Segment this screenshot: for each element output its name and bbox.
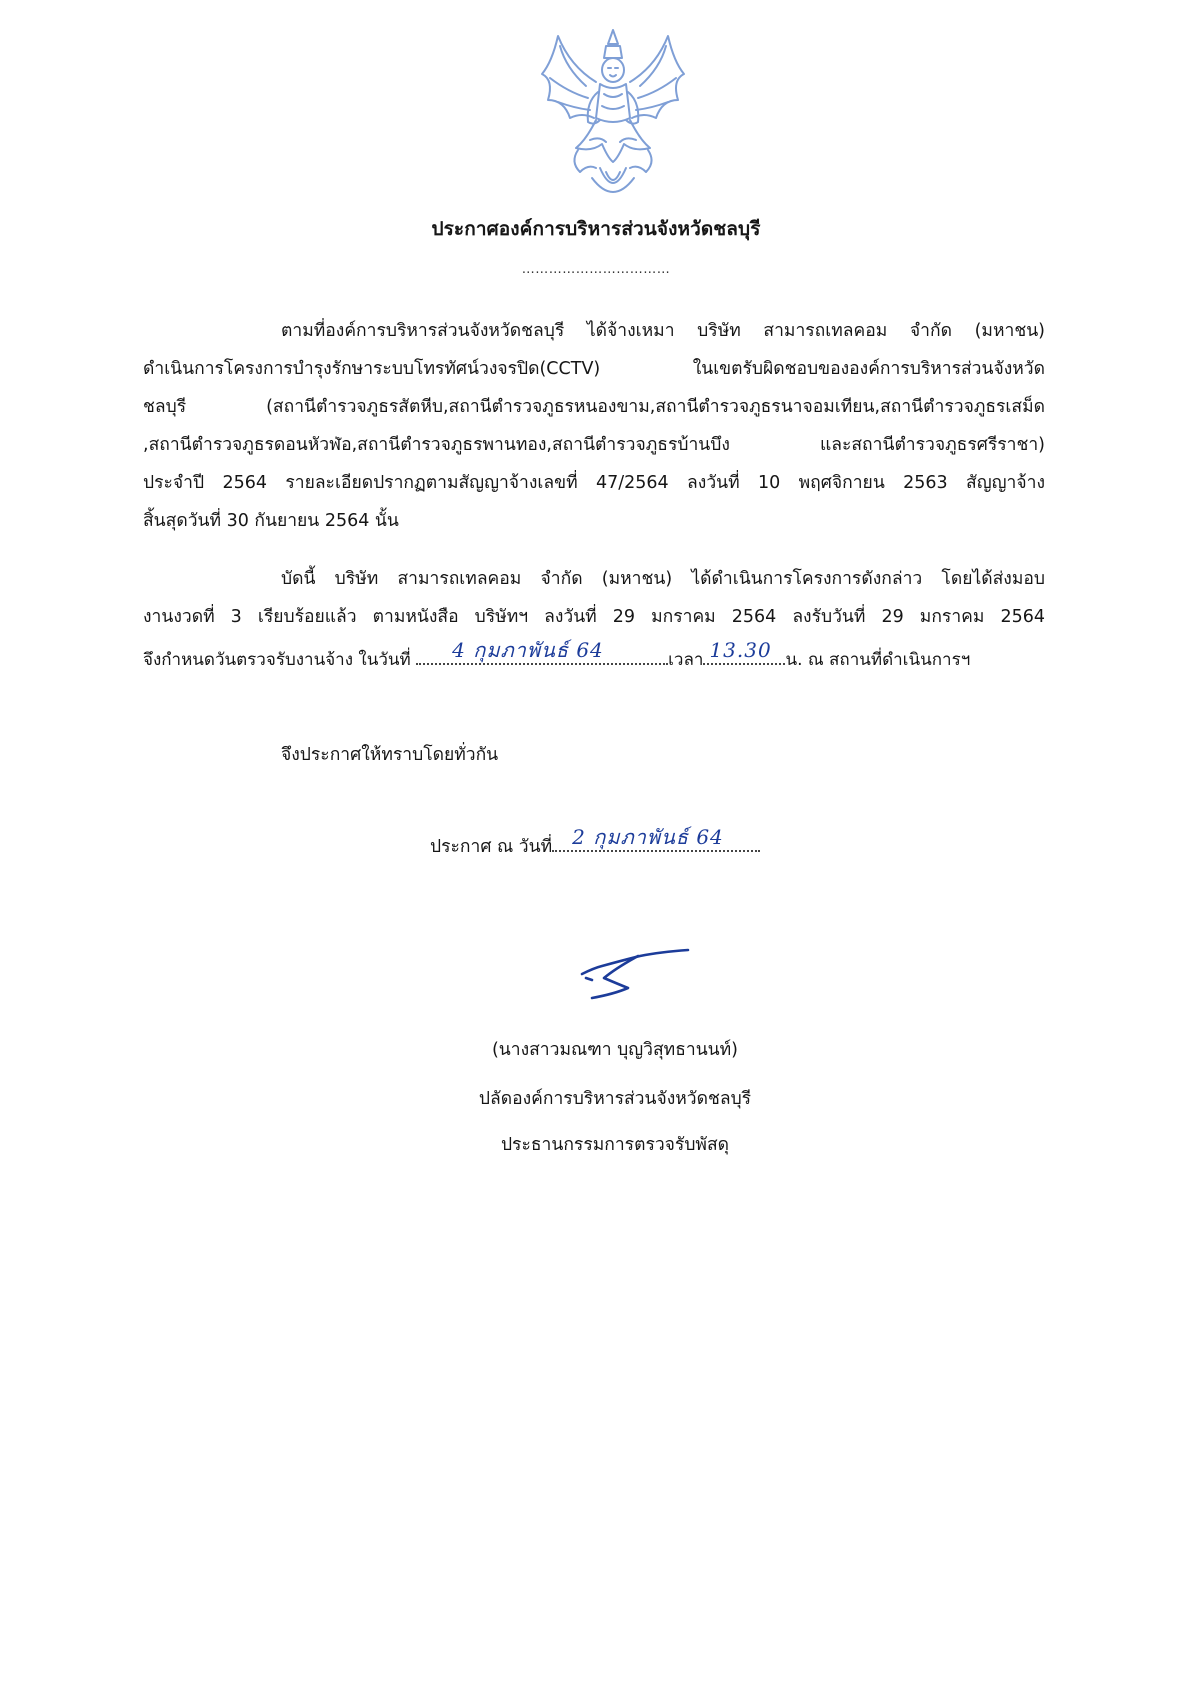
paragraph-2-line-3 — [143, 638, 971, 672]
inspection-time-field — [703, 638, 785, 665]
inspection-date-field — [416, 638, 668, 665]
paragraph-1-line-1: ตามที่องค์การบริหารส่วนจังหวัดชลบุรี ได้จ้างเหมา บริษัท สามารถเทลคอม จำกัด (มหาชน) — [281, 321, 1045, 341]
paragraph-1-line-4: ,สถานีตำรวจภูธรดอนหัวฬ่อ,สถานีตำรวจภูธรพานทอง,สถานีตำรวจภูธรบ้านบึง และสถานีตำรวจภูธรศรีราชา) — [143, 435, 1045, 455]
garuda-emblem-icon — [530, 22, 696, 207]
inspection-place: น. ณ สถานที่ดำเนินการฯ — [785, 650, 971, 670]
announce-date-line — [430, 825, 760, 859]
paragraph-1-line-2: ดำเนินการโครงการบำรุงรักษาระบบโทรทัศน์วงจรปิด(CCTV) ในเขตรับผิดชอบขององค์การบริหารส่วนจังหวัด — [143, 359, 1045, 379]
inspection-date-handwriting: 4 กุมภาพันธ์ 64 — [452, 638, 604, 662]
inspection-time-handwriting: 13.30 — [709, 638, 772, 662]
document-title: ประกาศองค์การบริหารส่วนจังหวัดชลบุรี — [431, 218, 761, 240]
paragraph-1-line-5: ประจำปี 2564 รายละเอียดปรากฏตามสัญญาจ้างเลขที่ 47/2564 ลงวันที่ 10 พฤศจิกายน 2563 สัญญาจ้าง — [143, 473, 1045, 493]
signatory-position: ปลัดองค์การบริหารส่วนจังหวัดชลบุรี — [478, 1089, 752, 1109]
handwritten-signature — [578, 948, 698, 1004]
inspection-date-prefix: จึงกำหนดวันตรวจรับงานจ้าง ในวันที่ — [143, 650, 417, 670]
paragraph-2-line-2: งานงวดที่ 3 เรียบร้อยแล้ว ตามหนังสือ บริษัทฯ ลงวันที่ 29 มกราคม 2564 ลงรับวันที่ 29 มกราคม 2564 — [143, 607, 1045, 627]
announcement-closing: จึงประกาศให้ทราบโดยทั่วกัน — [281, 745, 499, 765]
announce-date-label: ประกาศ ณ วันที่ — [430, 837, 553, 857]
title-separator: …………………………… — [521, 262, 671, 277]
paragraph-1-line-3: ชลบุรี (สถานีตำรวจภูธรสัตหีบ,สถานีตำรวจภูธรหนองขาม,สถานีตำรวจภูธรนาจอมเทียน,สถานีตำรวจภูธรเสม็ด — [143, 397, 1045, 417]
signatory-name: (นางสาวมณฑา บุญวิสุทธานนท์) — [491, 1040, 739, 1060]
announce-date-field — [552, 825, 760, 852]
announce-date-handwriting: 2 กุมภาพันธ์ 64 — [572, 825, 724, 849]
signatory-role: ประธานกรรมการตรวจรับพัสดุ — [500, 1135, 730, 1155]
time-label: เวลา — [668, 650, 704, 670]
paragraph-2-line-1: บัดนี้ บริษัท สามารถเทลคอม จำกัด (มหาชน) ได้ดำเนินการโครงการดังกล่าว โดยได้ส่งมอบ — [281, 569, 1045, 589]
paragraph-1-line-6: สิ้นสุดวันที่ 30 กันยายน 2564 นั้น — [143, 511, 399, 531]
